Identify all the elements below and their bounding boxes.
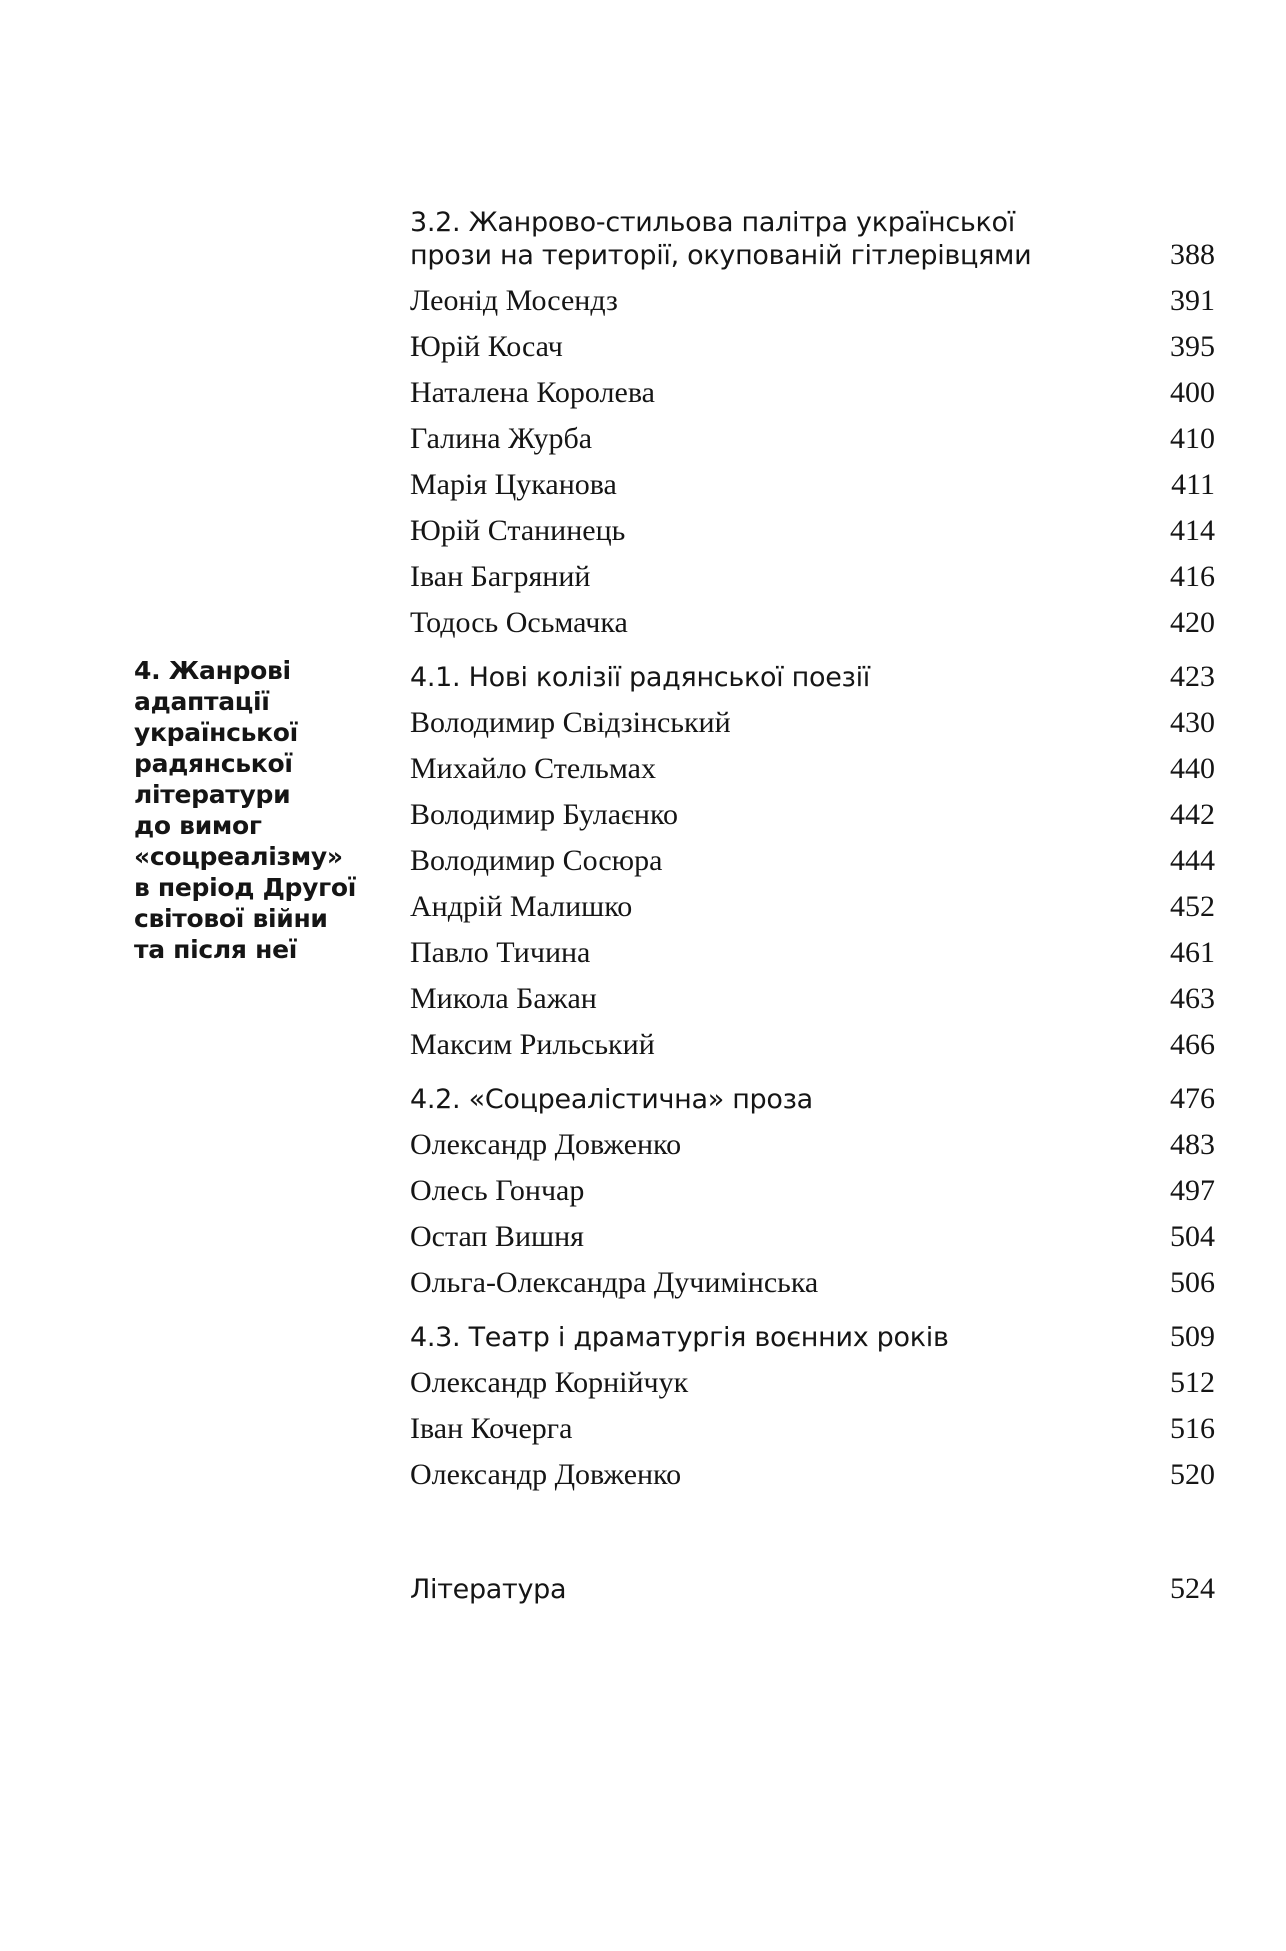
entry-name: Максим Рильський (410, 1028, 655, 1061)
entry-page: 442 (1170, 798, 1215, 831)
literature-label: Література (410, 1574, 567, 1605)
entry-page: 520 (1170, 1458, 1215, 1491)
toc-entry[interactable] (410, 970, 1215, 1016)
toc-entry[interactable] (410, 1446, 1215, 1492)
entry-page: 395 (1170, 330, 1215, 363)
toc-entry[interactable] (410, 502, 1215, 548)
toc-entry[interactable] (410, 786, 1215, 832)
toc-entry[interactable] (410, 272, 1215, 318)
entry-page: 411 (1171, 468, 1215, 501)
toc-entry[interactable] (410, 694, 1215, 740)
section-heading-page: 423 (1170, 660, 1215, 693)
toc-entry[interactable] (410, 1208, 1215, 1254)
entry-page: 420 (1170, 606, 1215, 639)
toc-entry[interactable] (410, 924, 1215, 970)
entry-page: 444 (1170, 844, 1215, 877)
section-heading[interactable] (410, 200, 1215, 272)
section-heading-page: 388 (1170, 238, 1215, 271)
toc-section-3-2 (410, 200, 1215, 640)
entry-name: Володимир Свідзінський (410, 706, 731, 739)
entry-name: Іван Багряний (410, 560, 591, 593)
toc-section-4-1 (410, 650, 1215, 1062)
section-heading-title: 4.2. «Соцреалістична» проза (410, 1084, 813, 1115)
entry-page: 516 (1170, 1412, 1215, 1445)
entry-name: Михайло Стельмах (410, 752, 656, 785)
entry-page: 497 (1170, 1174, 1215, 1207)
entry-name: Микола Бажан (410, 982, 597, 1015)
entry-name: Юрій Косач (410, 330, 563, 363)
toc-entry[interactable] (410, 1116, 1215, 1162)
entry-name: Юрій Станинець (410, 514, 626, 547)
section-heading-page: 476 (1170, 1082, 1215, 1115)
entry-name: Марія Цуканова (410, 468, 617, 501)
entry-page: 400 (1170, 376, 1215, 409)
toc-section-4-2 (410, 1072, 1215, 1300)
entry-name: Олександр Довженко (410, 1128, 682, 1161)
toc-entry[interactable] (410, 878, 1215, 924)
section-heading[interactable] (410, 1310, 1215, 1354)
toc-entry[interactable] (410, 740, 1215, 786)
toc-entry[interactable] (410, 1400, 1215, 1446)
entry-page: 461 (1170, 936, 1215, 969)
toc-entry[interactable] (410, 1254, 1215, 1300)
entry-name: Іван Кочерга (410, 1412, 573, 1445)
section-heading-title: 4.3. Театр і драматургія воєнних років (410, 1322, 949, 1353)
toc-section-4-3 (410, 1310, 1215, 1492)
toc-entry[interactable] (410, 1354, 1215, 1400)
entry-name: Павло Тичина (410, 936, 591, 969)
section-heading-title: 3.2. Жанрово-стильова палітра української прози на території, окупованій гітлерівцями (410, 207, 1032, 271)
toc-entry[interactable] (410, 410, 1215, 456)
entry-page: 430 (1170, 706, 1215, 739)
entry-name: Володимир Булаєнко (410, 798, 679, 831)
entry-page: 506 (1170, 1266, 1215, 1299)
section-heading-page: 509 (1170, 1320, 1215, 1353)
section-heading[interactable] (410, 1072, 1215, 1116)
entry-name: Андрій Малишко (410, 890, 633, 923)
entry-page: 463 (1170, 982, 1215, 1015)
toc-entry[interactable] (410, 594, 1215, 640)
entry-name: Володимир Сосюра (410, 844, 663, 877)
entry-name: Галина Журба (410, 422, 593, 455)
entry-page: 414 (1170, 514, 1215, 547)
toc-entry[interactable] (410, 1162, 1215, 1208)
entry-page: 483 (1170, 1128, 1215, 1161)
entry-page: 512 (1170, 1366, 1215, 1399)
entry-page: 440 (1170, 752, 1215, 785)
literature-page: 524 (1170, 1572, 1215, 1605)
entry-page: 466 (1170, 1028, 1215, 1061)
toc-entry[interactable] (410, 1016, 1215, 1062)
toc-entry[interactable] (410, 456, 1215, 502)
section-heading-title: 4.1. Нові колізії радянської поезії (410, 662, 871, 693)
table-of-contents (410, 200, 1215, 1606)
entry-name: Олександр Довженко (410, 1458, 682, 1491)
entry-name: Леонід Мосендз (410, 284, 618, 317)
entry-page: 410 (1170, 422, 1215, 455)
entry-page: 416 (1170, 560, 1215, 593)
entry-page: 391 (1170, 284, 1215, 317)
entry-page: 452 (1170, 890, 1215, 923)
entry-name: Ольга-Олександра Дучимінська (410, 1266, 819, 1299)
entry-page: 504 (1170, 1220, 1215, 1253)
entry-name: Олесь Гончар (410, 1174, 585, 1207)
toc-literature[interactable] (410, 1562, 1215, 1606)
toc-entry[interactable] (410, 832, 1215, 878)
chapter-label: 4. Жанрові адаптації української радянської літератури до вимог «соцреалізму» в період Другої світової війни та після неї (134, 656, 357, 964)
entry-name: Остап Вишня (410, 1220, 584, 1253)
toc-entry[interactable] (410, 364, 1215, 410)
toc-entry[interactable] (410, 318, 1215, 364)
section-heading[interactable] (410, 650, 1215, 694)
entry-name: Олександр Корнійчук (410, 1366, 689, 1399)
toc-entry[interactable] (410, 548, 1215, 594)
entry-name: Наталена Королева (410, 376, 655, 409)
entry-name: Тодось Осьмачка (410, 606, 628, 639)
